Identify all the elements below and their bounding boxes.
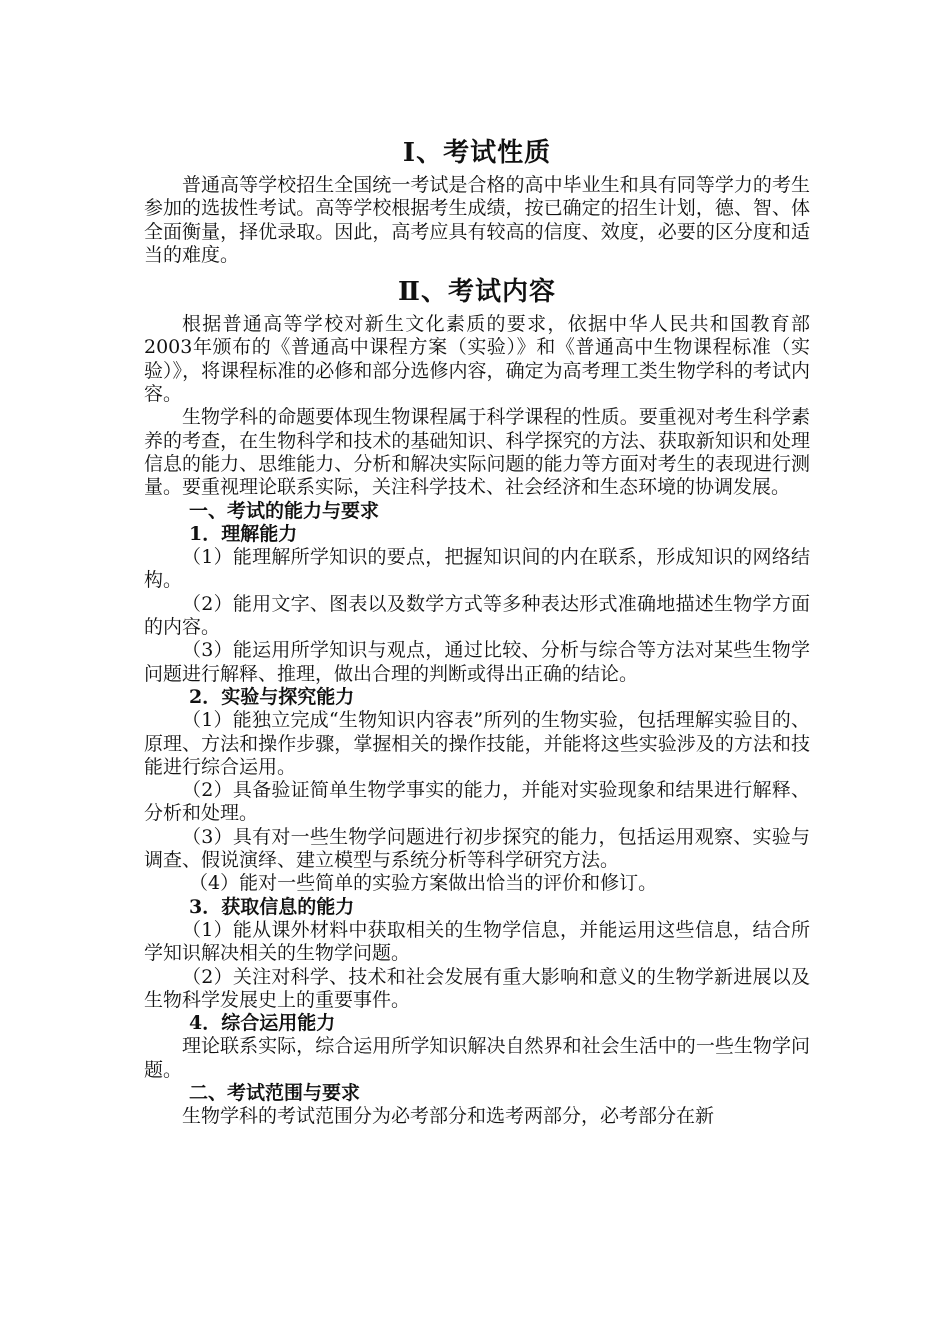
ability-2-heading: 2．实验与探究能力	[189, 685, 355, 708]
ability-4-heading: 4．综合运用能力	[189, 1012, 336, 1035]
ability-1-item-2: （2）能用文字、图表以及数学方式等多种表达形式准确地描述生物学方面的内容。	[144, 592, 810, 639]
ability-3-heading: 3．获取信息的能力	[189, 895, 355, 918]
ability-2-item-1: （1）能独立完成“生物知识内容表”所列的生物实验，包括理解实验目的、原理、方法和操作步骤，掌握相关的操作技能，并能将这些实验涉及的方法和技能进行综合运用。	[144, 709, 810, 778]
ability-4-text: 理论联系实际，综合运用所学知识解决自然界和社会生活中的一些生物学问题。	[144, 1035, 810, 1081]
part1-heading: 一、考试的能力与要求	[189, 499, 380, 522]
part2-heading: 二、考试范围与要求	[189, 1081, 361, 1104]
ability-1-item-1: （1）能理解所学知识的要点，把握知识间的内在联系，形成知识的网络结构。	[144, 546, 810, 592]
ability-2-item-4: （4）能对一些简单的实验方案做出恰当的评价和修订。	[189, 872, 658, 895]
ability-3-item-1: （1）能从课外材料中获取相关的生物学信息，并能运用这些信息，结合所学知识解决相关的生物学问题。	[144, 918, 810, 965]
document-page	[144, 128, 810, 1129]
ability-2-item-3: （3）具有对一些生物学问题进行初步探究的能力，包括运用观察、实验与调查、假说演绎、建立模型与系统分析等科学研究方法。	[144, 825, 810, 872]
ability-3-item-2: （2）关注对科学、技术和社会发展有重大影响和意义的生物学新进展以及生物科学发展史上的重要事件。	[144, 965, 810, 1011]
part2-text: 生物学科的考试范围分为必考部分和选考两部分，必考部分在新	[182, 1105, 715, 1128]
nature-paragraph: 普通高等学校招生全国统一考试是合格的高中毕业生和具有同等学力的考生参加的选拔性考试。高等学校根据考生成绩，按已确定的招生计划，德、智、体全面衡量，择优录取。因此，高考应具有较高的信度、效度，必要的区分度和适当的难度。	[144, 174, 810, 266]
ability-1-item-3: （3）能运用所学知识与观点，通过比较、分析与综合等方法对某些生物学问题进行解释、推理，做出合理的判断或得出正确的结论。	[144, 639, 810, 685]
section-heading-content: Ⅱ、考试内容	[398, 277, 556, 308]
content-paragraph-1: 根据普通高等学校对新生文化素质的要求，依据中华人民共和国教育部2003年颁布的《普通高中课程方案（实验）》和《普通高中生物课程标准（实验）》，将课程标准的必修和部分选修内容，确定为高考理工类生物学科的考试内容。	[144, 313, 810, 406]
content-paragraph-2: 生物学科的命题要体现生物课程属于科学课程的性质。要重视对考生科学素养的考查，在生物科学和技术的基础知识、科学探究的方法、获取新知识和处理信息的能力、思维能力、分析和解决实际问题的能力等方面对考生的表现进行测量。要重视理论联系实际，关注科学技术、社会经济和生态环境的协调发展。	[144, 406, 810, 499]
ability-1-heading: 1．理解能力	[189, 522, 298, 545]
ability-2-item-2: （2）具备验证简单生物学事实的能力，并能对实验现象和结果进行解释、分析和处理。	[144, 779, 810, 825]
section-heading-nature: Ⅰ、考试性质	[402, 138, 552, 168]
